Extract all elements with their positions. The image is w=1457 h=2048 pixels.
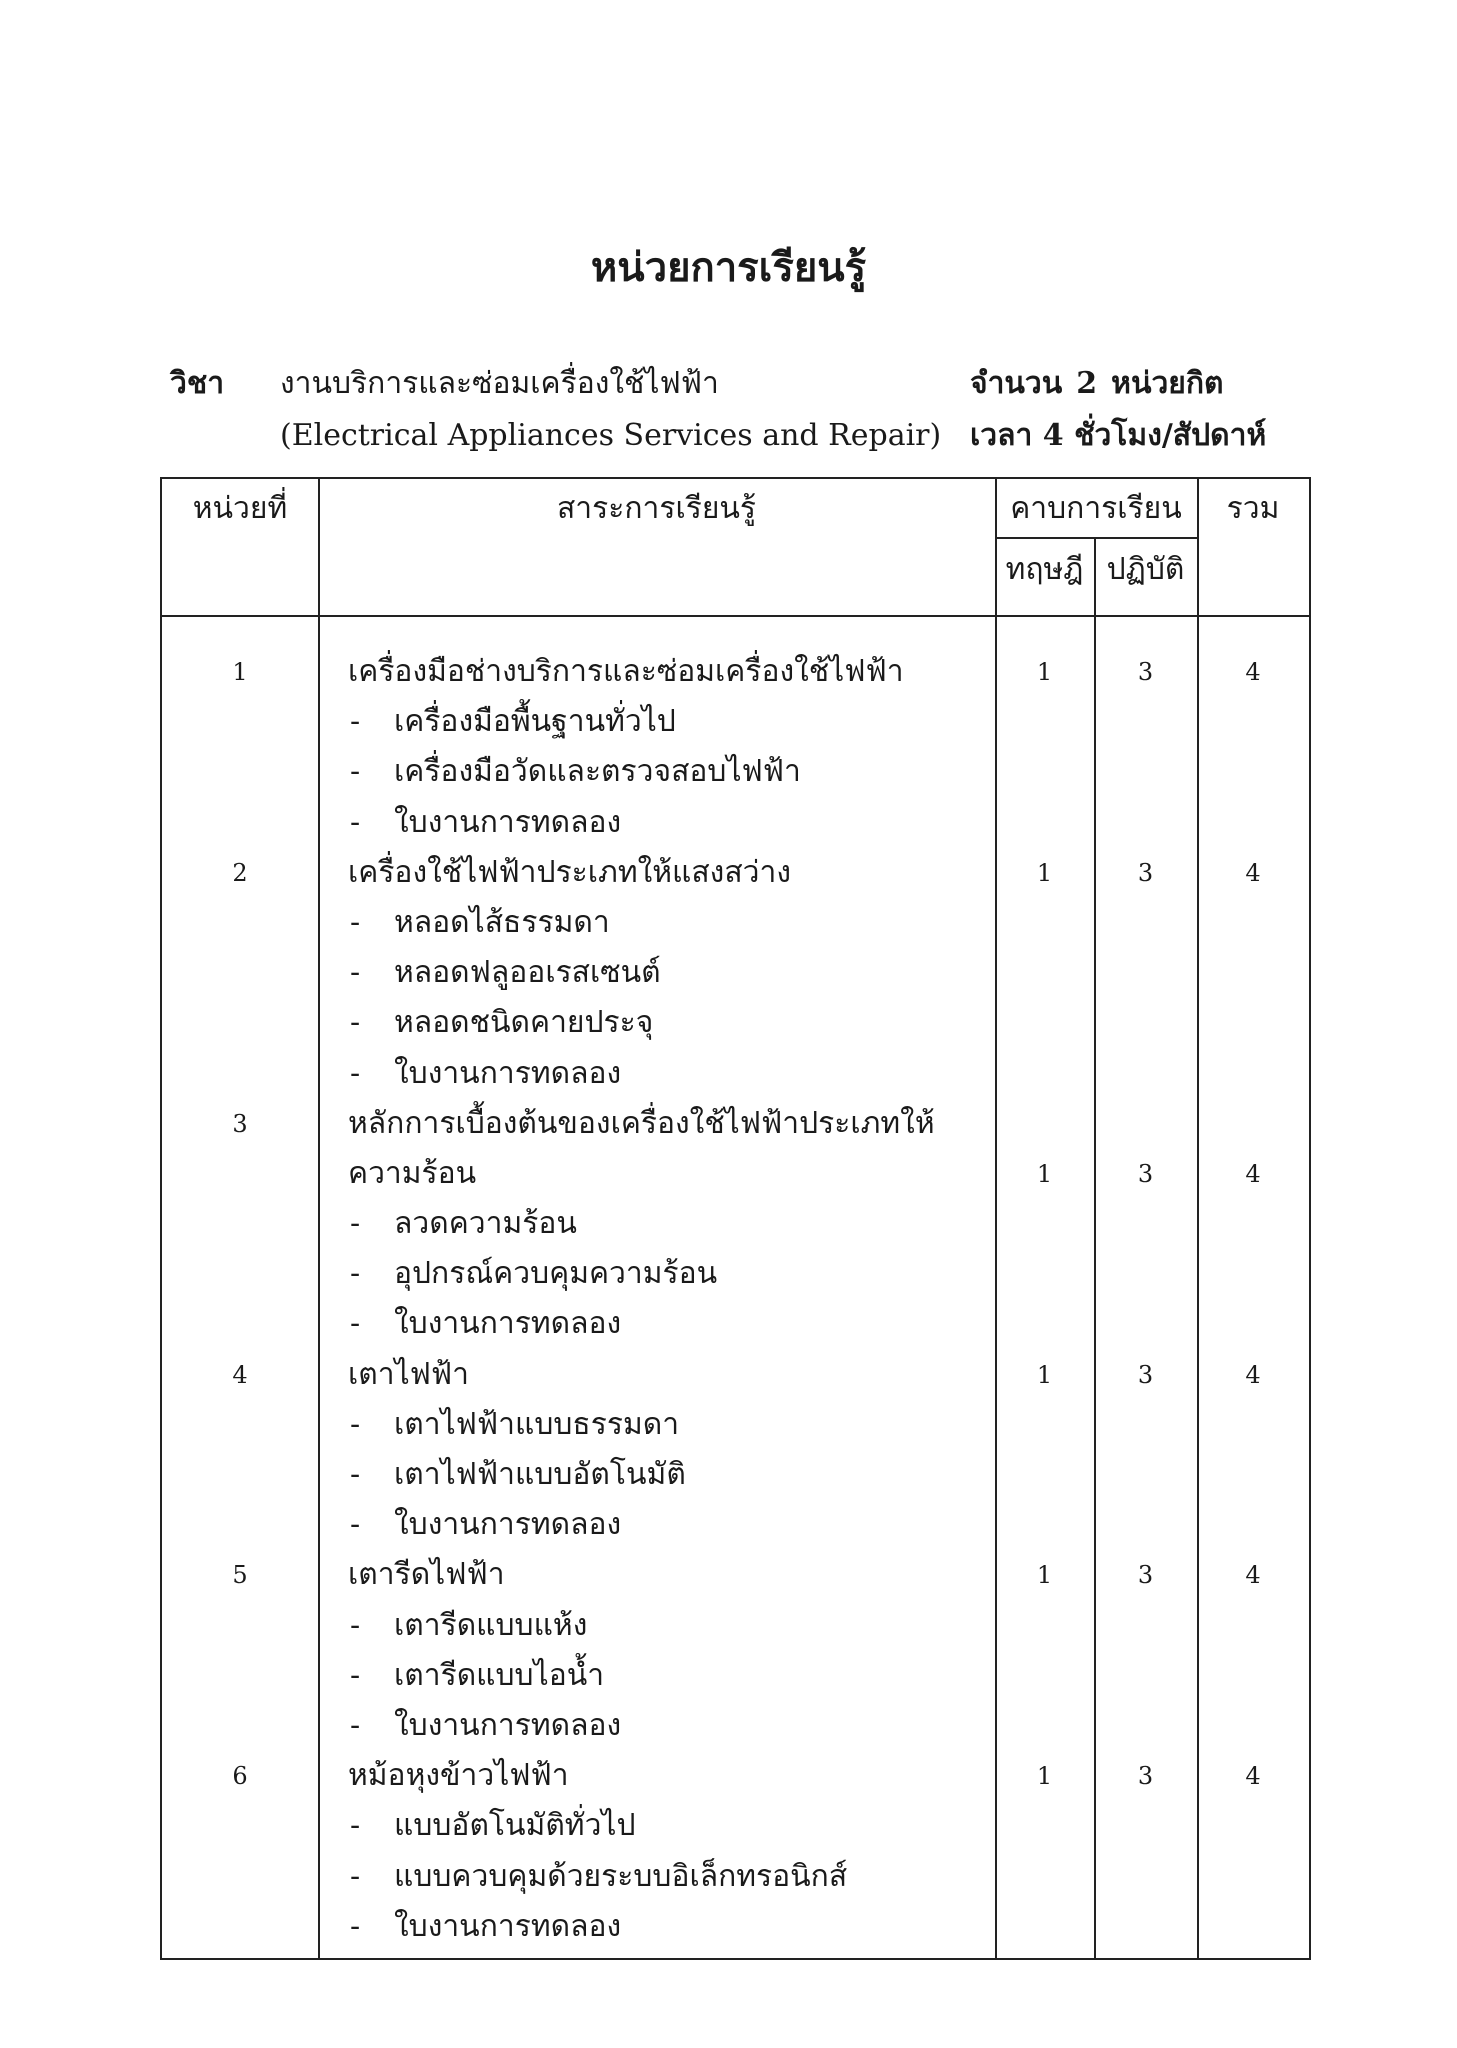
content-topic: [348, 647, 904, 697]
content-subitem: [350, 697, 676, 747]
content-text: ลวดความร้อน: [394, 1206, 577, 1242]
table-row: [162, 1350, 1309, 1400]
content-text: ใบงานการทดลอง: [394, 1055, 622, 1091]
content-text: เตาไฟฟ้าแบบอัตโนมัติ: [394, 1457, 686, 1492]
practice-periods: 3: [1137, 858, 1154, 887]
content-text: เครื่องใช้ไฟฟ้าประเภทให้แสงสว่าง: [348, 854, 791, 890]
content-text: ใบงานการทดลอง: [394, 1306, 622, 1342]
dash-bullet: -: [350, 1808, 361, 1844]
content-subitem: [350, 1902, 621, 1952]
course-header-row-2: [170, 410, 1310, 462]
unit-number: 6: [232, 1762, 248, 1791]
table-row: [162, 1199, 1309, 1249]
content-subitem: [350, 1500, 621, 1550]
page-title: หน่วยการเรียนรู้: [590, 244, 867, 291]
content-subitem: [350, 1450, 686, 1500]
header-unit: หน่วยที่: [192, 491, 288, 526]
credits: [970, 358, 1224, 410]
header-theory: ทฤษฎี: [1005, 552, 1084, 587]
table-row: [162, 1299, 1309, 1349]
total-periods: 4: [1245, 1360, 1261, 1389]
content-subitem: [350, 898, 610, 948]
content-text: เตารีดแบบแห้ง: [394, 1607, 588, 1643]
total-periods: 4: [1245, 1159, 1261, 1188]
table-row: [162, 948, 1309, 998]
dash-bullet: -: [350, 754, 361, 790]
table-row: [162, 848, 1309, 898]
content-text: แบบอัตโนมัติทั่วไป: [394, 1808, 636, 1844]
table-body: [162, 647, 1309, 1952]
credits-unit: หน่วยกิต: [1111, 366, 1224, 401]
content-subitem: [350, 1249, 717, 1299]
total-periods: 4: [1245, 658, 1261, 686]
dash-bullet: -: [350, 1707, 361, 1743]
content-text: เครื่องมือพื้นฐานทั่วไป: [394, 704, 676, 740]
content-subitem: [350, 1199, 577, 1249]
dash-bullet: -: [350, 1457, 361, 1492]
content-subitem: [350, 1049, 621, 1099]
unit-number: 4: [232, 1360, 248, 1389]
table-row: [162, 1450, 1309, 1500]
content-topic: [348, 1550, 505, 1600]
dash-bullet: -: [350, 904, 361, 940]
dash-bullet: -: [350, 955, 361, 991]
dash-bullet: -: [350, 1607, 361, 1643]
table-row: [162, 1701, 1309, 1751]
practice-periods: 3: [1137, 1561, 1154, 1590]
content-text: หลักการเบื้องต้นของเครื่องใช้ไฟฟ้าประเภทให้: [348, 1105, 935, 1141]
dash-bullet: -: [350, 1005, 361, 1041]
total-periods: 4: [1245, 1762, 1261, 1791]
content-topic: [348, 1751, 569, 1801]
content-text: หลอดชนิดคายประจุ: [394, 1005, 654, 1041]
dash-bullet: -: [350, 1206, 361, 1242]
practice-periods: 3: [1137, 1159, 1154, 1188]
content-subitem: [350, 1852, 847, 1902]
header-periods: คาบการเรียน: [1010, 491, 1182, 526]
content-text: ใบงานการทดลอง: [394, 1507, 622, 1543]
dash-bullet: -: [350, 704, 361, 740]
content-subitem: [350, 798, 621, 848]
table-row: [162, 1400, 1309, 1450]
table-row: [162, 1550, 1309, 1600]
content-topic: [348, 1149, 476, 1199]
content-subitem: [350, 747, 801, 797]
content-text: เตาไฟฟ้า: [348, 1356, 469, 1392]
theory-periods: 1: [1036, 1360, 1053, 1389]
dash-bullet: -: [350, 1306, 361, 1342]
content-subitem: [350, 998, 653, 1048]
practice-periods: 3: [1137, 1360, 1154, 1389]
table-row: [162, 1751, 1309, 1801]
dash-bullet: -: [350, 1406, 361, 1442]
header-divider: [995, 537, 1197, 539]
table-row: [162, 998, 1309, 1048]
content-text: เครื่องมือช่างบริการและซ่อมเครื่องใช้ไฟฟ้า: [348, 654, 904, 689]
table-row: [162, 1500, 1309, 1550]
header-practice: ปฏิบัติ: [1106, 552, 1185, 587]
content-text: หลอดฟลูออเรสเซนต์: [394, 955, 661, 991]
theory-periods: 1: [1036, 1159, 1053, 1188]
content-topic: [348, 1350, 469, 1400]
content-text: ใบงานการทดลอง: [394, 804, 622, 840]
table-row: [162, 747, 1309, 797]
theory-periods: 1: [1036, 1762, 1053, 1791]
table-row: [162, 1049, 1309, 1099]
header-bottom-border: [162, 615, 1309, 617]
dash-bullet: -: [350, 1657, 361, 1693]
content-text: เครื่องมือวัดและตรวจสอบไฟฟ้า: [394, 754, 801, 790]
unit-number: 5: [232, 1561, 248, 1590]
course-header: [170, 358, 1310, 462]
dash-bullet: -: [350, 804, 361, 840]
subject-name-thai: งานบริการและซ่อมเครื่องใช้ไฟฟ้า: [280, 366, 719, 401]
content-text: ใบงานการทดลอง: [394, 1908, 622, 1944]
total-periods: 4: [1245, 858, 1261, 887]
content-topic: [348, 1099, 935, 1149]
content-text: หม้อหุงข้าวไฟฟ้า: [348, 1758, 569, 1794]
practice-periods: 3: [1137, 1762, 1154, 1791]
table-row: [162, 647, 1309, 697]
table-row: [162, 1249, 1309, 1299]
content-text: เตารีดไฟฟ้า: [348, 1557, 505, 1593]
content-text: อุปกรณ์ควบคุมความร้อน: [394, 1256, 718, 1292]
unit-number: 2: [232, 858, 248, 887]
table-row: [162, 798, 1309, 848]
content-subitem: [350, 948, 661, 998]
subject-label: วิชา: [170, 366, 225, 401]
total-periods: 4: [1245, 1561, 1261, 1590]
unit-number: 3: [232, 1109, 248, 1138]
theory-periods: 1: [1036, 658, 1053, 686]
content-text: เตาไฟฟ้าแบบธรรมดา: [394, 1406, 680, 1442]
content-subitem: [350, 1299, 621, 1349]
table-row: [162, 1651, 1309, 1701]
table-row: [162, 898, 1309, 948]
content-topic: [348, 848, 791, 898]
practice-periods: 3: [1137, 658, 1154, 686]
content-text: ใบงานการทดลอง: [394, 1707, 622, 1743]
table-row: [162, 1902, 1309, 1952]
table-row: [162, 1801, 1309, 1851]
credits-value: 2: [1076, 366, 1098, 401]
table-row: [162, 1852, 1309, 1902]
subject-name-english: (Electrical Appliances Services and Repair): [280, 418, 942, 453]
dash-bullet: -: [350, 1256, 361, 1292]
dash-bullet: -: [350, 1055, 361, 1091]
dash-bullet: -: [350, 1507, 361, 1543]
content-subitem: [350, 1801, 636, 1851]
dash-bullet: -: [350, 1908, 361, 1944]
table-row: [162, 1149, 1309, 1199]
content-subitem: [350, 1651, 604, 1701]
dash-bullet: -: [350, 1858, 361, 1894]
content-text: เตารีดแบบไอน้ำ: [394, 1657, 605, 1693]
table-row: [162, 697, 1309, 747]
content-text: หลอดไส้ธรรมดา: [394, 904, 610, 940]
content-subitem: [350, 1400, 679, 1450]
theory-periods: 1: [1036, 1561, 1053, 1590]
content-text: ความร้อน: [348, 1155, 477, 1191]
theory-periods: 1: [1036, 858, 1053, 887]
table-row: [162, 1099, 1309, 1149]
header-content: สาระการเรียนรู้: [556, 491, 757, 526]
content-subitem: [350, 1601, 587, 1651]
content-text: แบบควบคุมด้วยระบบอิเล็กทรอนิกส์: [394, 1858, 848, 1894]
course-header-row-1: [170, 358, 1310, 410]
learning-units-table: [160, 477, 1311, 1960]
table-row: [162, 1601, 1309, 1651]
content-subitem: [350, 1701, 621, 1751]
header-total: รวม: [1226, 491, 1280, 526]
unit-number: 1: [232, 658, 248, 686]
credits-label: จำนวน: [970, 366, 1063, 401]
hours-per-week: เวลา 4 ชั่วโมง/สัปดาห์: [970, 418, 1267, 453]
